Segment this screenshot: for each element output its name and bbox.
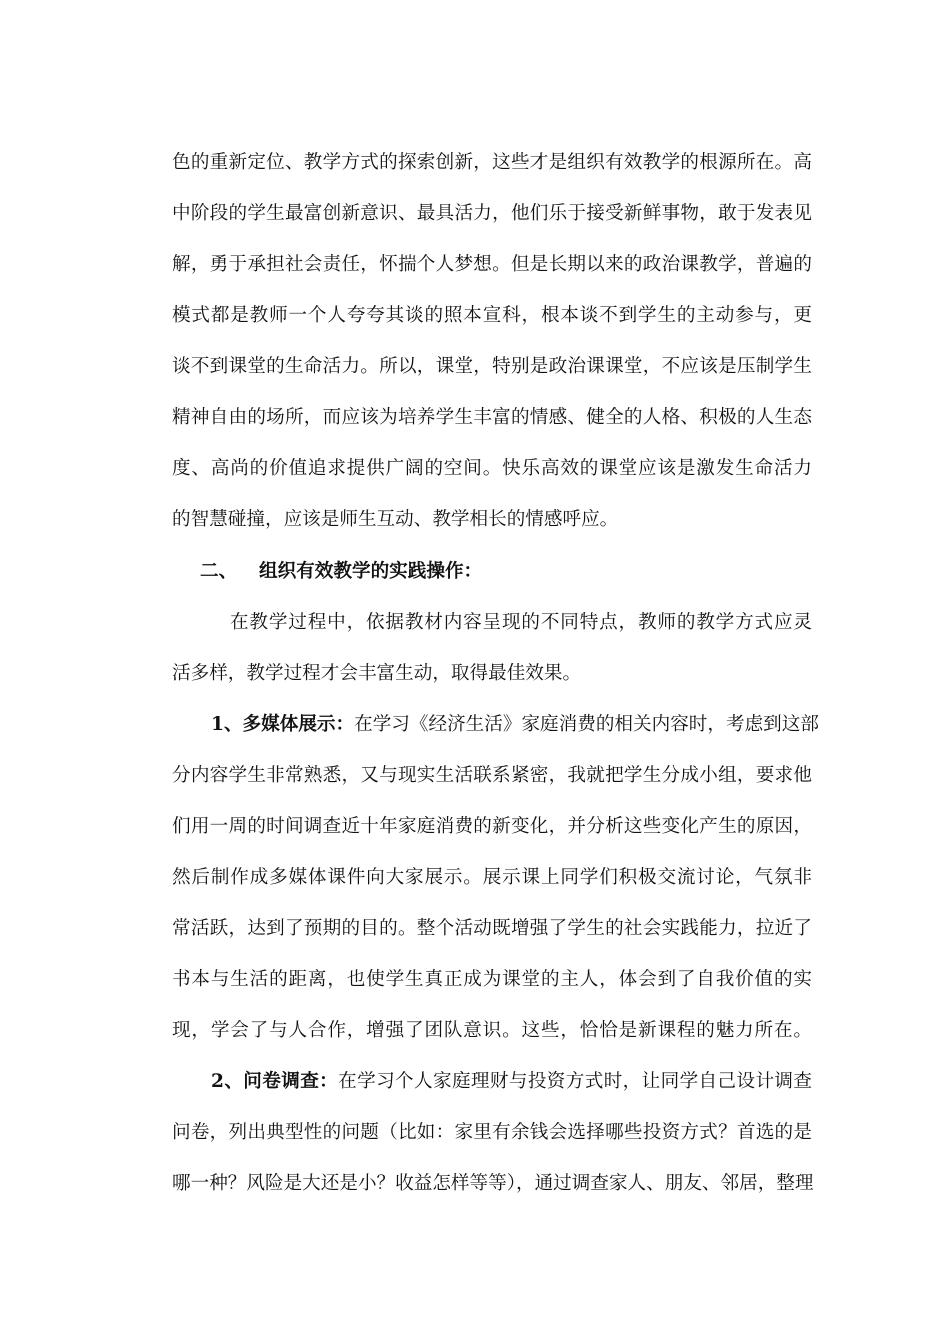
paragraph1-line: 模式都是教师一个人夸夸其谈的照本宣科，根本谈不到学生的主动参与，更	[172, 305, 812, 326]
paragraph2-line: 在教学过程中，依据教材内容呈现的不同特点，教师的教学方式应灵	[230, 612, 812, 633]
item2-line: 哪一种？风险是大还是小？收益怎样等等），通过调查家人、朋友、邻居，整理	[172, 1173, 814, 1194]
paragraph2-line: 活多样，教学过程才会丰富生动，取得最佳效果。	[172, 663, 582, 684]
paragraph1-line: 解，勇于承担社会责任，怀揣个人梦想。但是长期以来的政治课教学，普遍的	[172, 254, 812, 275]
item1-line: 然后制作成多媒体课件向大家展示。展示课上同学们积极交流讨论，气氛非	[172, 867, 812, 888]
paragraph1-line: 中阶段的学生最富创新意识、最具活力，他们乐于接受新鲜事物，敢于发表见	[172, 203, 812, 224]
item1-first-line	[211, 712, 819, 738]
item1-line: 现，学会了与人合作，增强了团队意识。这些，恰恰是新课程的魅力所在。	[172, 1020, 812, 1041]
paragraph1-line: 谈不到课堂的生命活力。所以，课堂，特别是政治课课堂，不应该是压制学生	[172, 356, 812, 377]
section-title: 组织有效教学的实践操作：	[259, 561, 483, 582]
item2-label: 2、问卷调查：	[211, 1071, 339, 1092]
paragraph1-line: 的智慧碰撞，应该是师生互动、教学相长的情感呼应。	[172, 509, 619, 530]
paragraph1-line: 度、高尚的价值追求提供广阔的空间。快乐高效的课堂应该是激发生命活力	[172, 458, 812, 479]
item1-label: 1、多媒体展示：	[211, 714, 355, 735]
paragraph1-line: 色的重新定位、教学方式的探索创新，这些才是组织有效教学的根源所在。高	[172, 152, 812, 173]
item1-line: 分内容学生非常熟悉，又与现实生活联系紧密，我就把学生分成小组，要求他	[172, 765, 812, 786]
section-number: 二、	[200, 561, 238, 582]
item2-line: 问卷，列出典型性的问题（比如：家里有余钱会选择哪些投资方式？首选的是	[172, 1122, 812, 1143]
item2-first-line	[211, 1069, 812, 1095]
paragraph1-line: 精神自由的场所，而应该为培养学生丰富的情感、健全的人格、积极的人生态	[172, 407, 812, 428]
item1-line: 常活跃，达到了预期的目的。整个活动既增强了学生的社会实践能力，拉近了	[172, 918, 812, 939]
item1-first-line-text: 在学习《经济生活》家庭消费的相关内容时，考虑到这部	[354, 714, 819, 735]
item1-line: 书本与生活的距离，也使学生真正成为课堂的主人，体会到了自我价值的实	[172, 969, 812, 990]
item1-line: 们用一周的时间调查近十年家庭消费的新变化，并分析这些变化产生的原因，	[172, 816, 812, 837]
item2-first-line-text: 在学习个人家庭理财与投资方式时，让同学自己设计调查	[338, 1071, 812, 1092]
